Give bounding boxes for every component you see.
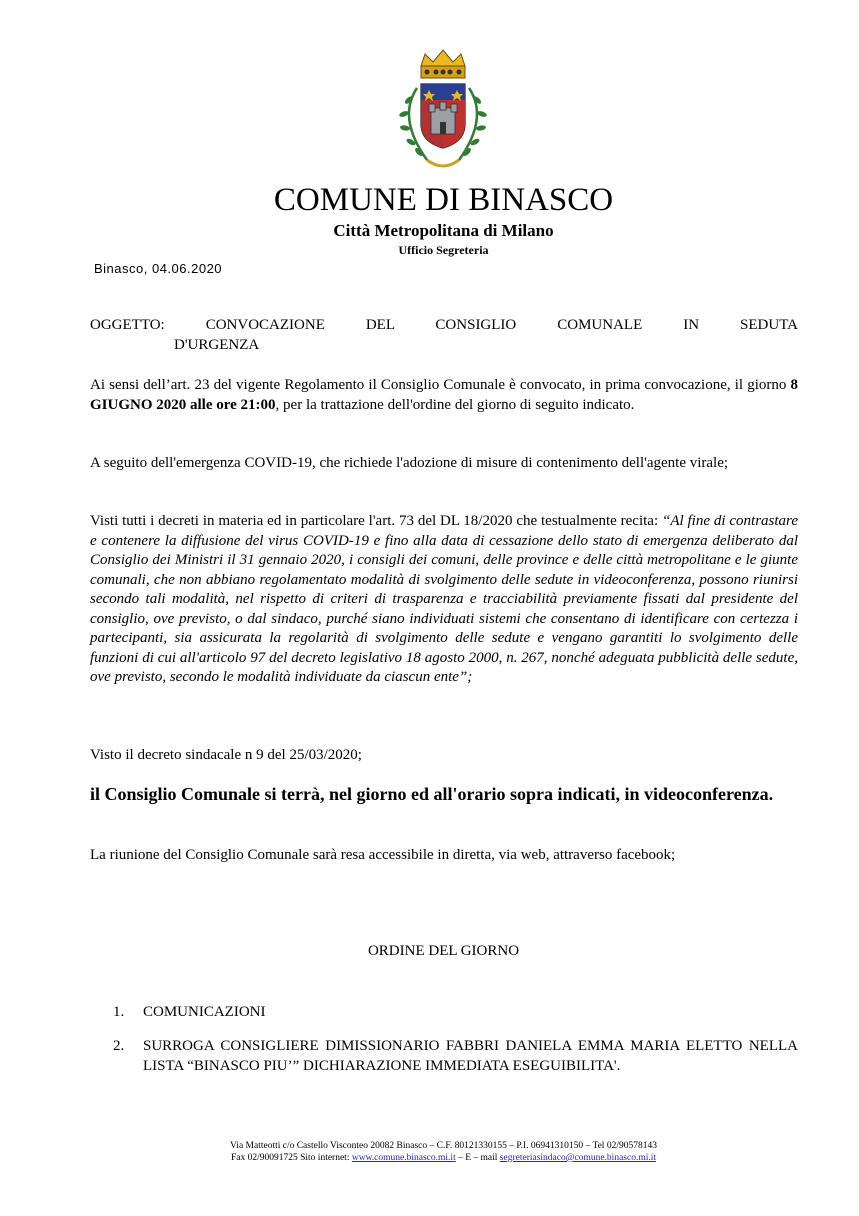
footer-fax: Fax 02/90091725 Sito internet: (230, 1153, 352, 1163)
meeting-date: 8 GIUGNO 2020 alle ore 21:00 (90, 377, 798, 413)
agenda-title: ORDINE DEL GIORNO (367, 943, 520, 959)
subject-line-2: D'URGENZA (174, 336, 260, 353)
agenda-list (113, 1002, 798, 1090)
paragraph-emergency: A seguito dell'emergenza COVID-19, che richiede l'adozione di misure di contenimento dell'agente virale; (90, 455, 729, 471)
subject-block (90, 316, 798, 355)
dateline: Binasco, 04.06.2020 (94, 261, 223, 276)
paragraph-streaming: La riunione del Consiglio Comunale sarà resa accessibile in diretta, via web, attraverso facebook; (90, 847, 676, 863)
office-name: Ufficio Segreteria (398, 243, 489, 257)
paragraph-decree (90, 512, 798, 688)
paragraph-videoconference: il Consiglio Comunale si terrà, nel giorno ed all'orario sopra indicati, in videoconferenza. (90, 784, 774, 804)
page-title: COMUNE DI BINASCO (273, 182, 614, 218)
list-item (113, 1036, 798, 1076)
footer-separator: – E – mail (455, 1153, 500, 1163)
subject-label: OGGETTO: (90, 317, 165, 333)
agenda-item-number: 2. (113, 1038, 125, 1054)
website-link[interactable]: www.comune.binasco.mi.it (351, 1153, 456, 1163)
paragraph-mayoral-decree: Visto il decreto sindacale n 9 del 25/03/2020; (90, 747, 362, 763)
paragraph-convocation (90, 376, 798, 415)
agenda-item-number: 1. (113, 1004, 125, 1020)
decree-quote: “Al fine di contrastare e contenere la diffusione del virus COVID-19 e fino alla data di cessazione dello stato di emergenza deliberato dal Consiglio dei Ministri il 31 gennaio 2020, i consigli dei comuni, delle province e delle città metropolitane e le giunte comunali, che non abbiano regolamentato modalità di svolgimento delle sedute in videoconferenza, possono riunirsi secondo tali modalità, nel rispetto di criteri di trasparenza e tracciabilità previamente fissati dal presidente del consiglio, ove previsto, o dal sindaco, purché siano individuati sistemi che consentano di identificare con certezza i partecipanti, sia assicurata la regolarità di svolgimento delle sedute e vengano garantiti lo svolgimento delle funzioni di cui all'articolo 97 del decreto legislativo 18 agosto 2000, n. 267, nonché adeguata pubblicità delle sedute, ove previsto, secondo le modalità individuate da ciascun ente”; (90, 513, 798, 685)
agenda-item-text: SURROGA CONSIGLIERE DIMISSIONARIO FABBRI DANIELA EMMA MARIA ELETTO NELLA LISTA “BINASCO PIU’” DICHIARAZIONE IMMEDIATA ESEGUIBILITA'. (143, 1038, 798, 1074)
paragraph-text: Ai sensi dell’art. 23 del vigente Regolamento il Consiglio Comunale è convocato, in prima convocazione, il giorno (90, 377, 791, 393)
agenda-item-text: COMUNICAZIONI (143, 1004, 266, 1020)
paragraph-text: , per la trattazione dell'ordine del giorno di seguito indicato. (275, 396, 635, 413)
page-subtitle: Città Metropolitana di Milano (333, 221, 554, 240)
footer-contacts (0, 1152, 859, 1164)
paragraph-text: Visti tutti i decreti in materia ed in particolare l'art. 73 del DL 18/2020 che testualmente recita: (90, 513, 662, 529)
municipal-coat-of-arms-icon (387, 48, 499, 176)
email-link[interactable]: segreteriasindaco@comune.binasco.mi.it (499, 1153, 657, 1163)
footer (0, 1140, 859, 1164)
subject-text: CONVOCAZIONE DEL CONSIGLIO COMUNALE IN SEDUTA (205, 317, 798, 333)
subject-line-1 (90, 316, 798, 336)
footer-address: Via Matteotti c/o Castello Visconteo 20082 Binasco – C.F. 80121330155 – P.I. 06941310150 – Tel 02/90578143 (230, 1141, 657, 1151)
list-item (113, 1002, 798, 1022)
